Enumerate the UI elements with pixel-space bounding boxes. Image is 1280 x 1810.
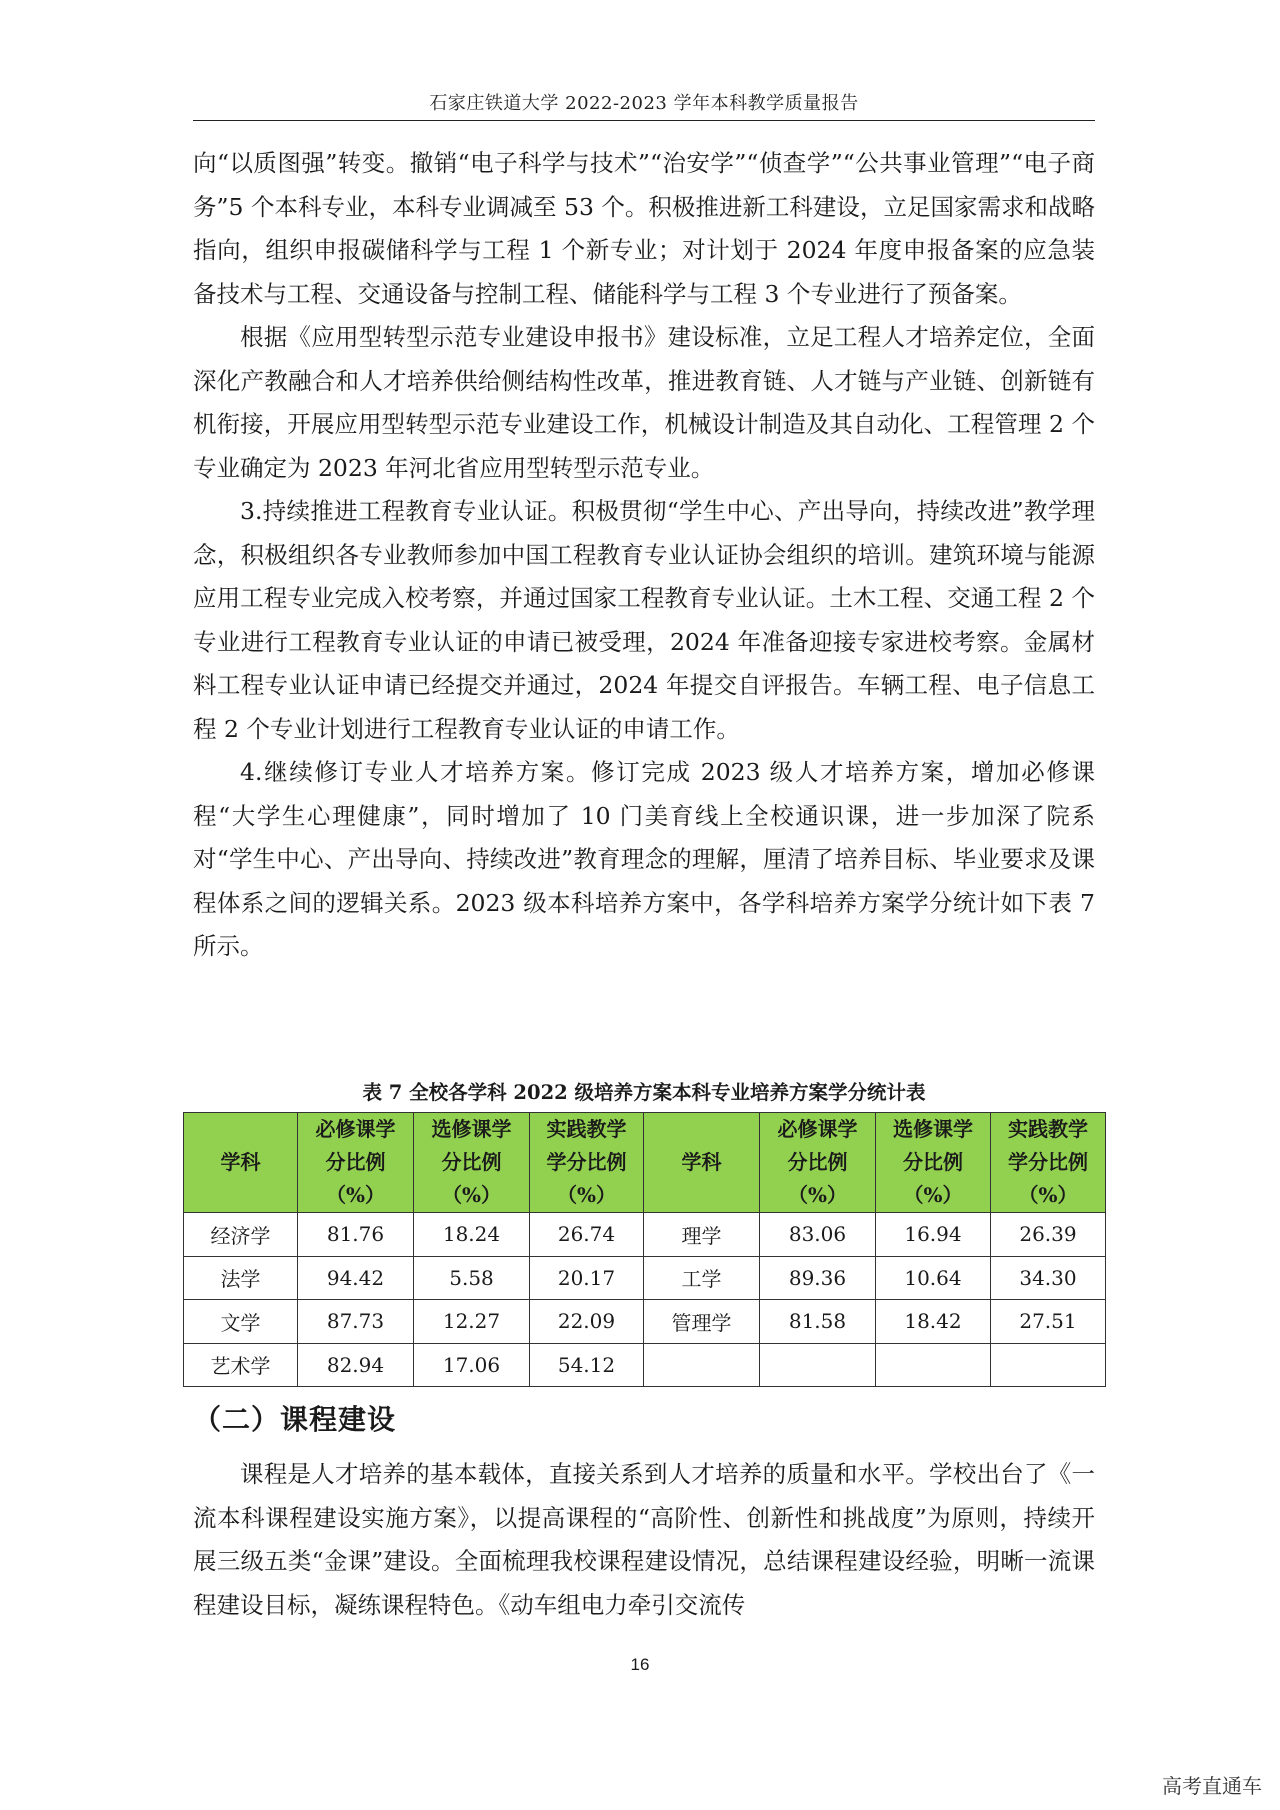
- header-required-credit: 必修课学 分比例 （%）: [760, 1113, 876, 1213]
- report-header: 石家庄铁道大学 2022-2023 学年本科教学质量报告: [429, 93, 859, 114]
- paragraph-training-plan: 4.继续修订专业人才培养方案。修订完成 2023 级人才培养方案，增加必修课程“大学生心理健康”，同时增加了 10 门美育线上全校通识课，进一步加深了院系对“学生中心、产出导向、持续改进”教育理念的理解，厘清了培养目标、毕业要求及课程体系之间的逻辑关系。2023 级本科培养方案中，各学科培养方案学分统计如下表 7 所示。: [193, 758, 1095, 960]
- cell-required: 94.42: [298, 1256, 414, 1300]
- cell-practice: 54.12: [530, 1343, 644, 1387]
- header-elective-credit: 选修课学 分比例 （%）: [414, 1113, 530, 1213]
- header-subject: 学科: [644, 1113, 760, 1213]
- table-row: [184, 1343, 1106, 1387]
- credit-statistics-table: [183, 1112, 1106, 1387]
- cell-subject: 艺术学: [184, 1343, 298, 1387]
- cell-practice: 22.09: [530, 1300, 644, 1344]
- header-practice-credit: 实践教学 学分比例 （%）: [530, 1113, 644, 1213]
- cell-required: 89.36: [760, 1256, 876, 1300]
- table-row: [184, 1256, 1106, 1300]
- watermark-logo-text: 高考直通车: [1162, 1774, 1262, 1798]
- cell-practice: 26.39: [991, 1213, 1106, 1257]
- cell-required: 83.06: [760, 1213, 876, 1257]
- table-header-row: [184, 1113, 1106, 1213]
- cell-required: 87.73: [298, 1300, 414, 1344]
- table-row: [184, 1300, 1106, 1344]
- cell-empty: [876, 1343, 991, 1387]
- cell-practice: 34.30: [991, 1256, 1106, 1300]
- cell-subject: 工学: [644, 1256, 760, 1300]
- paragraph-engineering-certification: 3.持续推进工程教育专业认证。积极贯彻“学生中心、产出导向，持续改进”教学理念，积极组织各专业教师参加中国工程教育专业认证协会组织的培训。建筑环境与能源应用工程专业完成入校考察，并通过国家工程教育专业认证。土木工程、交通工程 2 个专业进行工程教育专业认证的申请已被受理，2024 年准备迎接专家进校考察。金属材料工程专业认证申请已经提交并通过，2024 年提交自评报告。车辆工程、电子信息工程 2 个专业计划进行工程教育专业认证的申请工作。: [193, 497, 1095, 743]
- table-caption: 表 7 全校各学科 2022 级培养方案本科专业培养方案学分统计表: [362, 1081, 926, 1104]
- paragraph-applied-transformation: 根据《应用型转型示范专业建设申报书》建设标准，立足工程人才培养定位，全面深化产教融合和人才培养供给侧结构性改革，推进教育链、人才链与产业链、创新链有机衔接，开展应用型转型示范专业建设工作，机械设计制造及其自动化、工程管理 2 个专业确定为 2023 年河北省应用型转型示范专业。: [193, 323, 1095, 482]
- cell-empty: [760, 1343, 876, 1387]
- paragraph-major-adjustment: 向“以质图强”转变。撤销“电子科学与技术”“治安学”“侦查学”“公共事业管理”“电子商务”5 个本科专业，本科专业调减至 53 个。积极推进新工科建设，立足国家需求和战略指向，组织申报碳储科学与工程 1 个新专业；对计划于 2024 年度申报备案的应急装备技术与工程、交通设备与控制工程、储能科学与工程 3 个专业进行了预备案。: [193, 149, 1095, 308]
- header-divider: [193, 120, 1095, 121]
- cell-subject: 理学: [644, 1213, 760, 1257]
- section-body: [193, 1453, 1095, 1627]
- cell-elective: 16.94: [876, 1213, 991, 1257]
- cell-elective: 5.58: [414, 1256, 530, 1300]
- header-subject: 学科: [184, 1113, 298, 1213]
- cell-required: 81.76: [298, 1213, 414, 1257]
- cell-required: 81.58: [760, 1300, 876, 1344]
- cell-subject: 文学: [184, 1300, 298, 1344]
- header-required-credit: 必修课学 分比例 （%）: [298, 1113, 414, 1213]
- cell-practice: 20.17: [530, 1256, 644, 1300]
- cell-elective: 12.27: [414, 1300, 530, 1344]
- cell-practice: 27.51: [991, 1300, 1106, 1344]
- body-paragraphs: [193, 142, 1095, 969]
- header-practice-credit: 实践教学 学分比例 （%）: [991, 1113, 1106, 1213]
- table-row: [184, 1213, 1106, 1257]
- cell-elective: 18.42: [876, 1300, 991, 1344]
- paragraph-course-construction: 课程是人才培养的基本载体，直接关系到人才培养的质量和水平。学校出台了《一流本科课程建设实施方案》，以提高课程的“高阶性、创新性和挑战度”为原则，持续开展三级五类“金课”建设。全面梳理我校课程建设情况，总结课程建设经验，明晰一流课程建设目标，凝练课程特色。《动车组电力牵引交流传: [193, 1460, 1095, 1619]
- page-number: 16: [630, 1655, 650, 1674]
- cell-practice: 26.74: [530, 1213, 644, 1257]
- cell-elective: 10.64: [876, 1256, 991, 1300]
- cell-subject: 经济学: [184, 1213, 298, 1257]
- cell-required: 82.94: [298, 1343, 414, 1387]
- cell-elective: 18.24: [414, 1213, 530, 1257]
- cell-elective: 17.06: [414, 1343, 530, 1387]
- cell-empty: [991, 1343, 1106, 1387]
- cell-subject: 管理学: [644, 1300, 760, 1344]
- header-elective-credit: 选修课学 分比例 （%）: [876, 1113, 991, 1213]
- section-heading-course-construction: （二）课程建设: [193, 1403, 397, 1436]
- cell-empty: [644, 1343, 760, 1387]
- cell-subject: 法学: [184, 1256, 298, 1300]
